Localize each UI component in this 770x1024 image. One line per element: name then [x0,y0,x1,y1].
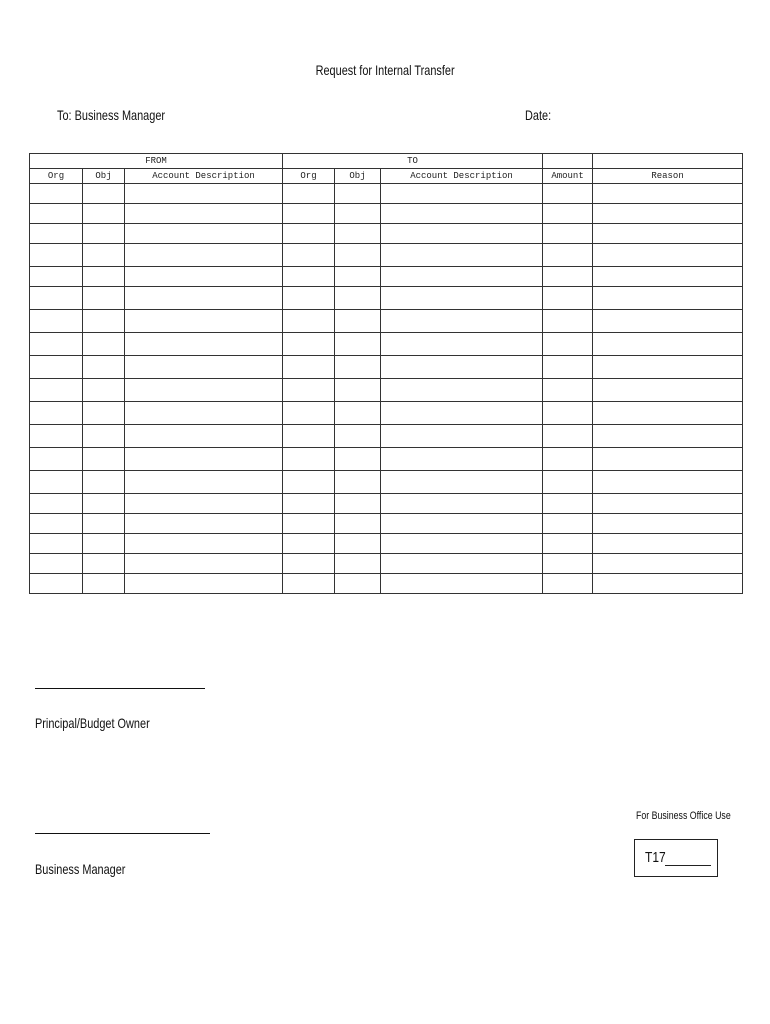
from-org-cell[interactable] [30,204,83,224]
to-obj-cell[interactable] [335,204,381,224]
from-obj-cell[interactable] [83,267,125,287]
table-row [30,310,743,333]
to-org-cell[interactable] [283,287,335,310]
table-column-header [30,169,743,184]
from-obj-cell[interactable] [83,244,125,267]
reason-cell[interactable] [593,471,743,494]
from-account-description-cell[interactable] [125,267,283,287]
from-account-description-cell[interactable] [125,244,283,267]
from-obj-cell[interactable] [83,554,125,574]
reason-cell[interactable] [593,287,743,310]
to-account-description-cell[interactable] [381,224,543,244]
col-from-account-description: Account Description [125,169,283,184]
to-org-cell[interactable] [283,494,335,514]
amount-cell[interactable] [543,287,593,310]
to-org-cell[interactable] [283,402,335,425]
from-account-description-cell[interactable] [125,425,283,448]
amount-cell[interactable] [543,554,593,574]
col-to-account-description: Account Description [381,169,543,184]
to-obj-cell[interactable] [335,184,381,204]
to-account-description-cell[interactable] [381,574,543,594]
col-amount: Amount [543,169,593,184]
amount-cell[interactable] [543,514,593,534]
to-account-description-cell[interactable] [381,287,543,310]
from-org-cell[interactable] [30,379,83,402]
from-obj-cell[interactable] [83,379,125,402]
to-org-cell[interactable] [283,448,335,471]
table-row [30,356,743,379]
reason-cell[interactable] [593,267,743,287]
table-row [30,379,743,402]
reason-cell[interactable] [593,448,743,471]
amount-cell[interactable] [543,310,593,333]
table-row [30,471,743,494]
to-obj-cell[interactable] [335,379,381,402]
from-account-description-cell[interactable] [125,204,283,224]
reason-cell[interactable] [593,554,743,574]
from-account-description-cell[interactable] [125,448,283,471]
from-org-cell[interactable] [30,333,83,356]
from-obj-cell[interactable] [83,574,125,594]
table-body [30,184,743,594]
to-org-cell[interactable] [283,356,335,379]
col-to-org: Org [283,169,335,184]
amount-cell[interactable] [543,333,593,356]
from-group-header: FROM [30,154,283,169]
reason-cell[interactable] [593,204,743,224]
amount-cell[interactable] [543,379,593,402]
from-account-description-cell[interactable] [125,534,283,554]
amount-cell[interactable] [543,494,593,514]
reason-cell[interactable] [593,514,743,534]
amount-cell[interactable] [543,267,593,287]
from-obj-cell[interactable] [83,471,125,494]
to-obj-cell[interactable] [335,333,381,356]
to-obj-cell[interactable] [335,554,381,574]
from-org-cell[interactable] [30,356,83,379]
to-obj-cell[interactable] [335,448,381,471]
to-account-description-cell[interactable] [381,310,543,333]
office-use-label: For Business Office Use [636,810,731,822]
from-obj-cell[interactable] [83,534,125,554]
table-row [30,494,743,514]
manager-signature-label: Business Manager [35,861,126,877]
to-account-description-cell[interactable] [381,356,543,379]
amount-cell[interactable] [543,184,593,204]
to-account-description-cell[interactable] [381,184,543,204]
from-obj-cell[interactable] [83,425,125,448]
from-obj-cell[interactable] [83,310,125,333]
from-org-cell[interactable] [30,471,83,494]
to-org-cell[interactable] [283,514,335,534]
to-org-cell[interactable] [283,534,335,554]
to-obj-cell[interactable] [335,471,381,494]
form-title: Request for Internal Transfer [315,62,455,78]
to-obj-cell[interactable] [335,244,381,267]
col-from-org: Org [30,169,83,184]
from-org-cell[interactable] [30,184,83,204]
office-code-prefix: T17 [645,849,666,866]
reason-cell[interactable] [593,425,743,448]
from-account-description-cell[interactable] [125,356,283,379]
to-obj-cell[interactable] [335,267,381,287]
table-row [30,514,743,534]
from-org-cell[interactable] [30,224,83,244]
reason-cell[interactable] [593,379,743,402]
to-account-description-cell[interactable] [381,333,543,356]
from-account-description-cell[interactable] [125,494,283,514]
to-org-cell[interactable] [283,333,335,356]
amount-group-header [543,154,593,169]
principal-signature-label: Principal/Budget Owner [35,715,150,731]
amount-cell[interactable] [543,425,593,448]
col-to-obj: Obj [335,169,381,184]
reason-cell[interactable] [593,333,743,356]
reason-cell[interactable] [593,402,743,425]
to-org-cell[interactable] [283,224,335,244]
from-obj-cell[interactable] [83,402,125,425]
to-org-cell[interactable] [283,267,335,287]
to-account-description-cell[interactable] [381,534,543,554]
amount-cell[interactable] [543,356,593,379]
to-obj-cell[interactable] [335,425,381,448]
from-obj-cell[interactable] [83,287,125,310]
to-account-description-cell[interactable] [381,448,543,471]
to-org-cell[interactable] [283,574,335,594]
to-org-cell[interactable] [283,471,335,494]
reason-cell[interactable] [593,356,743,379]
from-org-cell[interactable] [30,554,83,574]
table-row [30,448,743,471]
table-row [30,184,743,204]
from-obj-cell[interactable] [83,514,125,534]
to-account-description-cell[interactable] [381,267,543,287]
to-obj-cell[interactable] [335,310,381,333]
from-obj-cell[interactable] [83,333,125,356]
from-org-cell[interactable] [30,267,83,287]
from-account-description-cell[interactable] [125,471,283,494]
from-obj-cell[interactable] [83,184,125,204]
amount-cell[interactable] [543,402,593,425]
table-row [30,425,743,448]
to-obj-cell[interactable] [335,534,381,554]
to-account-description-cell[interactable] [381,494,543,514]
table-row [30,574,743,594]
office-code-blank[interactable] [665,865,711,866]
from-account-description-cell[interactable] [125,514,283,534]
from-account-description-cell[interactable] [125,287,283,310]
from-account-description-cell[interactable] [125,184,283,204]
from-org-cell[interactable] [30,244,83,267]
from-org-cell[interactable] [30,574,83,594]
reason-cell[interactable] [593,494,743,514]
to-group-header: TO [283,154,543,169]
reason-cell[interactable] [593,310,743,333]
to-account-description-cell[interactable] [381,244,543,267]
date-label: Date: [525,107,552,123]
from-account-description-cell[interactable] [125,402,283,425]
amount-cell[interactable] [543,204,593,224]
principal-signature-line[interactable] [35,688,205,689]
to-account-description-cell[interactable] [381,554,543,574]
to-obj-cell[interactable] [335,287,381,310]
from-org-cell[interactable] [30,534,83,554]
from-obj-cell[interactable] [83,494,125,514]
to-org-cell[interactable] [283,204,335,224]
amount-cell[interactable] [543,448,593,471]
from-org-cell[interactable] [30,310,83,333]
from-obj-cell[interactable] [83,448,125,471]
table-row [30,402,743,425]
to-account-description-cell[interactable] [381,379,543,402]
to-org-cell[interactable] [283,244,335,267]
from-org-cell[interactable] [30,448,83,471]
transfer-table [29,153,743,594]
to-recipient: To: Business Manager [57,107,166,123]
table-group-header [30,154,743,169]
to-org-cell[interactable] [283,310,335,333]
to-account-description-cell[interactable] [381,425,543,448]
amount-cell[interactable] [543,471,593,494]
to-org-cell[interactable] [283,554,335,574]
table-row [30,224,743,244]
from-org-cell[interactable] [30,514,83,534]
table-row [30,554,743,574]
amount-cell[interactable] [543,244,593,267]
to-account-description-cell[interactable] [381,471,543,494]
to-obj-cell[interactable] [335,402,381,425]
from-obj-cell[interactable] [83,224,125,244]
reason-group-header [593,154,743,169]
to-obj-cell[interactable] [335,356,381,379]
to-account-description-cell[interactable] [381,514,543,534]
from-account-description-cell[interactable] [125,554,283,574]
from-obj-cell[interactable] [83,204,125,224]
from-org-cell[interactable] [30,287,83,310]
from-account-description-cell[interactable] [125,379,283,402]
to-obj-cell[interactable] [335,494,381,514]
to-obj-cell[interactable] [335,514,381,534]
from-account-description-cell[interactable] [125,224,283,244]
table-row [30,267,743,287]
to-org-cell[interactable] [283,425,335,448]
to-obj-cell[interactable] [335,224,381,244]
table-row [30,287,743,310]
reason-cell[interactable] [593,574,743,594]
from-account-description-cell[interactable] [125,333,283,356]
reason-cell[interactable] [593,224,743,244]
from-account-description-cell[interactable] [125,574,283,594]
to-org-cell[interactable] [283,379,335,402]
to-org-cell[interactable] [283,184,335,204]
manager-signature-line[interactable] [35,833,210,834]
reason-cell[interactable] [593,244,743,267]
table-row [30,244,743,267]
from-org-cell[interactable] [30,425,83,448]
table-row [30,204,743,224]
from-org-cell[interactable] [30,402,83,425]
col-reason: Reason [593,169,743,184]
to-obj-cell[interactable] [335,574,381,594]
amount-cell[interactable] [543,224,593,244]
to-account-description-cell[interactable] [381,402,543,425]
office-code-box[interactable] [634,839,718,877]
from-obj-cell[interactable] [83,356,125,379]
table-row [30,534,743,554]
table-row [30,333,743,356]
reason-cell[interactable] [593,184,743,204]
reason-cell[interactable] [593,534,743,554]
from-account-description-cell[interactable] [125,310,283,333]
from-org-cell[interactable] [30,494,83,514]
col-from-obj: Obj [83,169,125,184]
amount-cell[interactable] [543,574,593,594]
amount-cell[interactable] [543,534,593,554]
to-account-description-cell[interactable] [381,204,543,224]
